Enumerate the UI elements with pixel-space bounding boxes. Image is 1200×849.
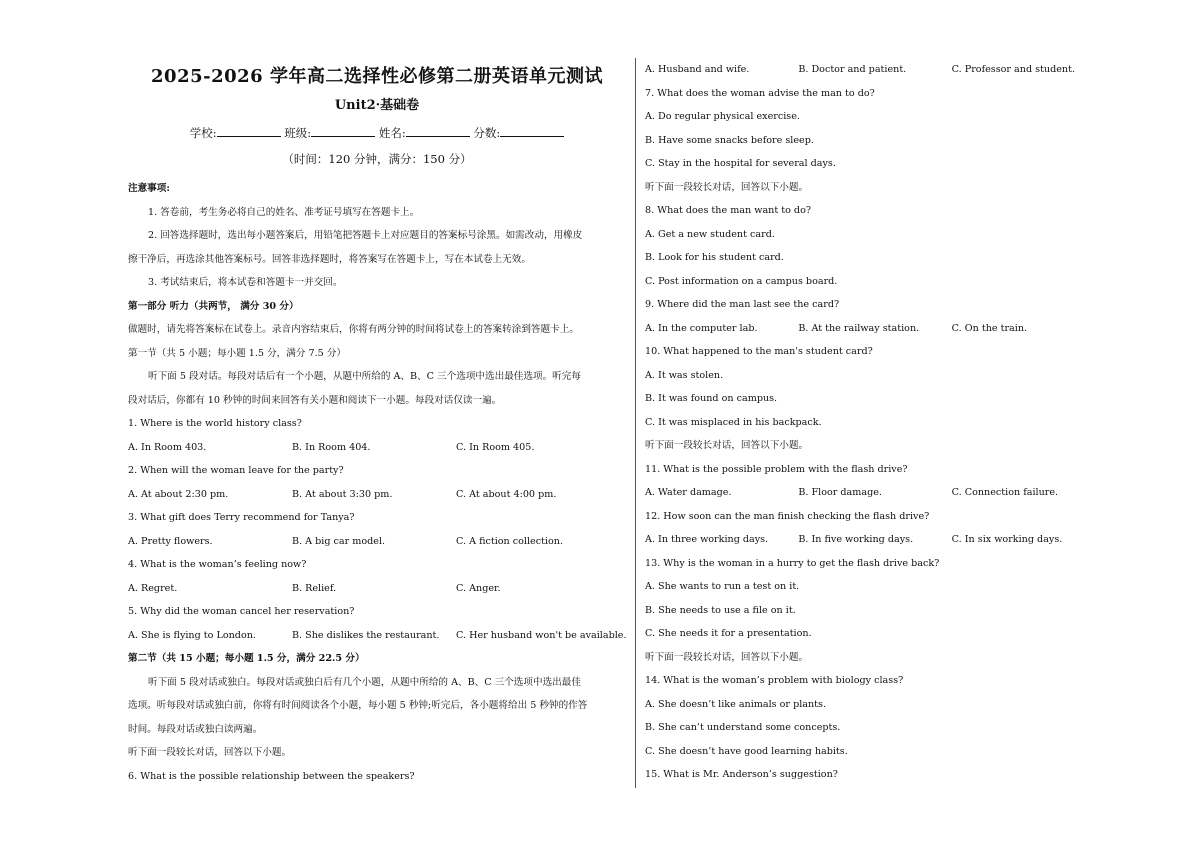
- time-info: （时间：120 分钟，满分：150 分）: [282, 152, 472, 166]
- question-10: 10. What happened to the man's student card?: [645, 346, 873, 357]
- option: A. Water damage.: [645, 487, 732, 498]
- page-subtitle: Unit2·基础卷: [334, 98, 420, 113]
- notice-item: 1. 答卷前，考生务必将自己的姓名、准考证号填写在答题卡上。: [148, 206, 420, 218]
- right-column: [645, 58, 1105, 787]
- option: A. In three working days.: [645, 534, 769, 545]
- option: C. She needs it for a presentation.: [645, 628, 812, 639]
- question-13: 13. Why is the woman in a hurry to get the flash drive back?: [645, 557, 940, 569]
- option: B. It was found on campus.: [645, 393, 778, 404]
- class-label: 班级:: [284, 126, 312, 140]
- option: A. Regret.: [128, 582, 178, 594]
- option: C. She doesn’t have good learning habits.: [645, 745, 848, 757]
- option: B. Doctor and patient.: [798, 64, 907, 75]
- notice-item: 3. 考试结束后，将本试卷和答题卡一并交回。: [148, 277, 343, 288]
- student-info-line: [128, 125, 626, 141]
- question-1: 1. Where is the world history class?: [128, 418, 302, 429]
- left-column: [128, 58, 626, 788]
- part1-heading: 第一部分 听力（共两节， 满分 30 分）: [128, 300, 299, 312]
- listen-note: 听下面一段较长对话，回答以下小题。: [645, 651, 809, 663]
- question-11: 11. What is the possible problem with the flash drive?: [645, 463, 908, 475]
- name-blank: [406, 125, 470, 137]
- notice-heading: 注意事项:: [128, 183, 170, 194]
- question-2-options: [128, 483, 626, 507]
- option: C. In Room 405.: [456, 441, 535, 453]
- class-blank: [311, 125, 375, 137]
- option: A. Husband and wife.: [645, 64, 750, 75]
- name-label: 姓名:: [378, 126, 406, 140]
- section2-instructions: 听下面 5 段对话或独白。每段对话或独白后有几个小题，从题中所给的 A、B、C 三个选项中选出最佳: [148, 676, 581, 688]
- option: B. In Room 404.: [292, 441, 371, 453]
- option: A. She wants to run a test on it.: [645, 581, 800, 592]
- listen-note: 听下面一段较长对话，回答以下小题。: [128, 747, 292, 758]
- option: A. She is flying to London.: [128, 629, 256, 641]
- section2-heading: 第二节（共 15 小题；每小题 1.5 分，满分 22.5 分）: [128, 653, 365, 664]
- option: B. In five working days.: [798, 534, 914, 545]
- question-4: 4. What is the woman’s feeling now?: [128, 559, 307, 570]
- question-15: 15. What is Mr. Anderson’s suggestion?: [645, 769, 838, 780]
- question-12-options: [645, 528, 1105, 552]
- option: B. Floor damage.: [798, 487, 882, 498]
- question-9-options: [645, 317, 1105, 341]
- question-14: 14. What is the woman’s problem with biology class?: [645, 675, 904, 686]
- option: A. In the computer lab.: [645, 322, 758, 334]
- section2-instructions: 选项。听每段对话或独白前，你将有时间阅读各个小题，每小题 5 秒钟;听完后，各小题将给出 5 秒钟的作答: [128, 700, 588, 711]
- option: C. Stay in the hospital for several days.: [645, 158, 836, 169]
- question-7: 7. What does the woman advise the man to do?: [645, 87, 875, 99]
- option: B. At about 3:30 pm.: [292, 488, 393, 500]
- question-8: 8. What does the man want to do?: [645, 205, 811, 216]
- option: C. At about 4:00 pm.: [456, 488, 557, 500]
- option: C. Professor and student.: [951, 64, 1076, 75]
- page-title: 2025-2026 学年高二选择性必修第二册英语单元测试: [151, 66, 603, 87]
- column-divider: [635, 58, 636, 788]
- score-label: 分数:: [473, 126, 501, 140]
- question-9: 9. Where did the man last see the card?: [645, 299, 840, 310]
- notice-item: 2. 回答选择题时，选出每小题答案后，用铅笔把答题卡上对应题目的答案标号涂黑。如需改动，用橡皮: [148, 230, 583, 241]
- question-3: 3. What gift does Terry recommend for Tanya?: [128, 512, 355, 523]
- listen-note: 听下面一段较长对话，回答以下小题。: [645, 181, 809, 193]
- option: B. Look for his student card.: [645, 252, 784, 263]
- option: A. In Room 403.: [128, 441, 207, 453]
- question-4-options: [128, 577, 626, 601]
- option: B. A big car model.: [292, 535, 386, 547]
- score-blank: [500, 125, 564, 137]
- question-5: 5. Why did the woman cancel her reservation?: [128, 606, 355, 617]
- school-blank: [217, 125, 281, 137]
- school-label: 学校:: [189, 126, 217, 140]
- option: A. Get a new student card.: [645, 228, 775, 240]
- option: A. She doesn’t like animals or plants.: [645, 698, 827, 710]
- option: C. A fiction collection.: [456, 535, 564, 547]
- question-11-options: [645, 481, 1105, 505]
- part1-intro: 做题时，请先将答案标在试卷上。录音内容结束后，你将有两分钟的时间将试卷上的答案转涂到答题卡上。: [128, 324, 579, 335]
- option: A. Do regular physical exercise.: [645, 111, 800, 122]
- option: B. At the railway station.: [798, 322, 920, 334]
- question-6-options: [645, 58, 1105, 82]
- section1-instructions: 段对话后，你都有 10 秒钟的时间来回答有关小题和阅读下一小题。每段对话仅读一遍。: [128, 394, 502, 406]
- option: B. She needs to use a file on it.: [645, 604, 796, 616]
- section1-instructions: 听下面 5 段对话。每段对话后有一个小题，从题中所给的 A、B、C 三个选项中选出最佳选项。听完每: [148, 371, 581, 382]
- section2-instructions: 时间。每段对话或独白读两遍。: [128, 723, 263, 735]
- listen-note: 听下面一段较长对话，回答以下小题。: [645, 440, 809, 451]
- question-1-options: [128, 436, 626, 460]
- question-2: 2. When will the woman leave for the party?: [128, 465, 344, 476]
- question-3-options: [128, 530, 626, 554]
- option: B. Relief.: [292, 582, 337, 594]
- question-12: 12. How soon can the man finish checking the flash drive?: [645, 510, 930, 522]
- option: C. Anger.: [456, 582, 501, 594]
- option: B. She can’t understand some concepts.: [645, 722, 841, 733]
- option: C. Connection failure.: [951, 487, 1059, 498]
- option: A. It was stolen.: [645, 369, 724, 381]
- option: A. At about 2:30 pm.: [128, 488, 229, 500]
- question-5-options: [128, 624, 626, 648]
- notice-item: 擦干净后，再选涂其他答案标号。回答非选择题时，将答案写在答题卡上，写在本试卷上无效。: [128, 253, 531, 265]
- option: B. She dislikes the restaurant.: [292, 629, 440, 641]
- option: C. It was misplaced in his backpack.: [645, 416, 822, 428]
- option: A. Pretty flowers.: [128, 535, 213, 547]
- option: C. Post information on a campus board.: [645, 275, 838, 287]
- option: C. Her husband won't be available.: [456, 629, 627, 641]
- section1-heading: 第一节（共 5 小题；每小题 1.5 分，满分 7.5 分）: [128, 347, 347, 359]
- option: C. On the train.: [951, 322, 1028, 334]
- option: C. In six working days.: [951, 534, 1063, 545]
- question-6: 6. What is the possible relationship between the speakers?: [128, 770, 415, 782]
- option: B. Have some snacks before sleep.: [645, 134, 814, 146]
